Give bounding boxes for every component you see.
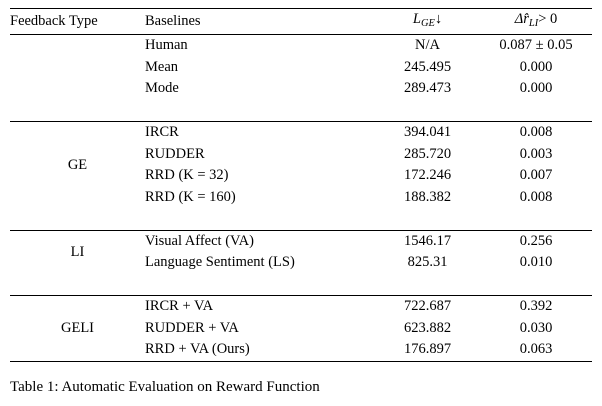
header-baselines: Baselines xyxy=(145,9,375,35)
delta-cell: 0.063 xyxy=(519,341,553,358)
table-body xyxy=(10,35,592,363)
lge-cell: 176.897 xyxy=(403,341,452,358)
baseline-cell: RRD (K = 160) xyxy=(145,188,236,205)
baseline-cell: Human xyxy=(145,35,375,57)
baseline-cell: RUDDER xyxy=(145,145,205,162)
row-spacer xyxy=(10,208,592,230)
baseline-cell: RRD (K = 32) xyxy=(145,167,229,184)
header-feedback-type: Feedback Type xyxy=(10,9,145,35)
group-label-cell xyxy=(10,57,145,79)
delta-cell: 0.008 xyxy=(519,188,553,205)
table-row xyxy=(10,35,592,57)
delta-cell: 0.003 xyxy=(519,145,553,162)
caption-text: Automatic Evaluation on Reward Function xyxy=(61,378,320,395)
baseline-cell: Mean xyxy=(145,58,179,75)
baseline-cell: Language Sentiment (LS) xyxy=(145,254,295,271)
table-row xyxy=(10,230,592,252)
lge-cell: N/A xyxy=(375,35,480,57)
group-label-ge: GE xyxy=(10,122,145,209)
row-spacer xyxy=(10,100,592,122)
delta-cell: 0.256 xyxy=(480,230,592,252)
row-spacer xyxy=(10,274,592,296)
group-label-li: LI xyxy=(10,230,145,274)
caption-label: Table 1: xyxy=(10,378,59,395)
lge-cell: 825.31 xyxy=(407,254,448,271)
header-lge xyxy=(375,9,480,35)
results-table xyxy=(10,8,592,363)
table-row xyxy=(10,122,592,144)
lge-cell: 722.687 xyxy=(375,296,480,318)
delta-cell: 0.000 xyxy=(519,80,553,97)
lge-cell: 394.041 xyxy=(375,122,480,144)
baseline-cell: IRCR xyxy=(145,122,375,144)
lge-cell: 172.246 xyxy=(403,167,452,184)
header-rhat-symbol: r̂ xyxy=(523,11,529,27)
baseline-cell: Mode xyxy=(145,80,179,97)
delta-cell: 0.008 xyxy=(480,122,592,144)
lge-cell: 285.720 xyxy=(403,145,452,162)
delta-cell: 0.030 xyxy=(519,319,553,336)
lge-cell: 245.495 xyxy=(403,58,452,75)
delta-cell: 0.010 xyxy=(519,254,553,271)
lge-cell: 1546.17 xyxy=(375,230,480,252)
baseline-cell: RUDDER + VA xyxy=(145,319,239,336)
lge-cell: 289.473 xyxy=(403,80,452,97)
baseline-cell: IRCR + VA xyxy=(145,296,375,318)
down-arrow-icon: ↓ xyxy=(434,11,443,27)
group-label-cell xyxy=(10,78,145,100)
header-delta-symbol: Δ xyxy=(514,11,524,27)
delta-cell: 0.087 ± 0.05 xyxy=(480,35,592,57)
table-head xyxy=(10,9,592,35)
group-label-cell xyxy=(10,35,145,57)
lge-cell: 188.382 xyxy=(403,188,452,205)
group-label-geli: GELI xyxy=(10,296,145,362)
delta-cell: 0.392 xyxy=(480,296,592,318)
header-row xyxy=(10,9,592,35)
lge-cell: 623.882 xyxy=(403,319,452,336)
delta-cell: 0.000 xyxy=(519,58,553,75)
header-delta-rli xyxy=(480,9,592,35)
delta-cell: 0.007 xyxy=(519,167,553,184)
baseline-cell: RRD + VA (Ours) xyxy=(145,341,250,358)
table-row xyxy=(10,78,592,100)
bottom-rule xyxy=(10,361,592,363)
table-row xyxy=(10,296,592,318)
header-lge-symbol: L xyxy=(412,11,421,27)
header-delta-comparator: > 0 xyxy=(538,11,558,27)
table-caption xyxy=(10,377,592,397)
header-lge-subscript: GE xyxy=(420,17,435,29)
baseline-cell: Visual Affect (VA) xyxy=(145,230,375,252)
header-delta-subscript: LI xyxy=(528,17,539,29)
table-row xyxy=(10,57,592,79)
